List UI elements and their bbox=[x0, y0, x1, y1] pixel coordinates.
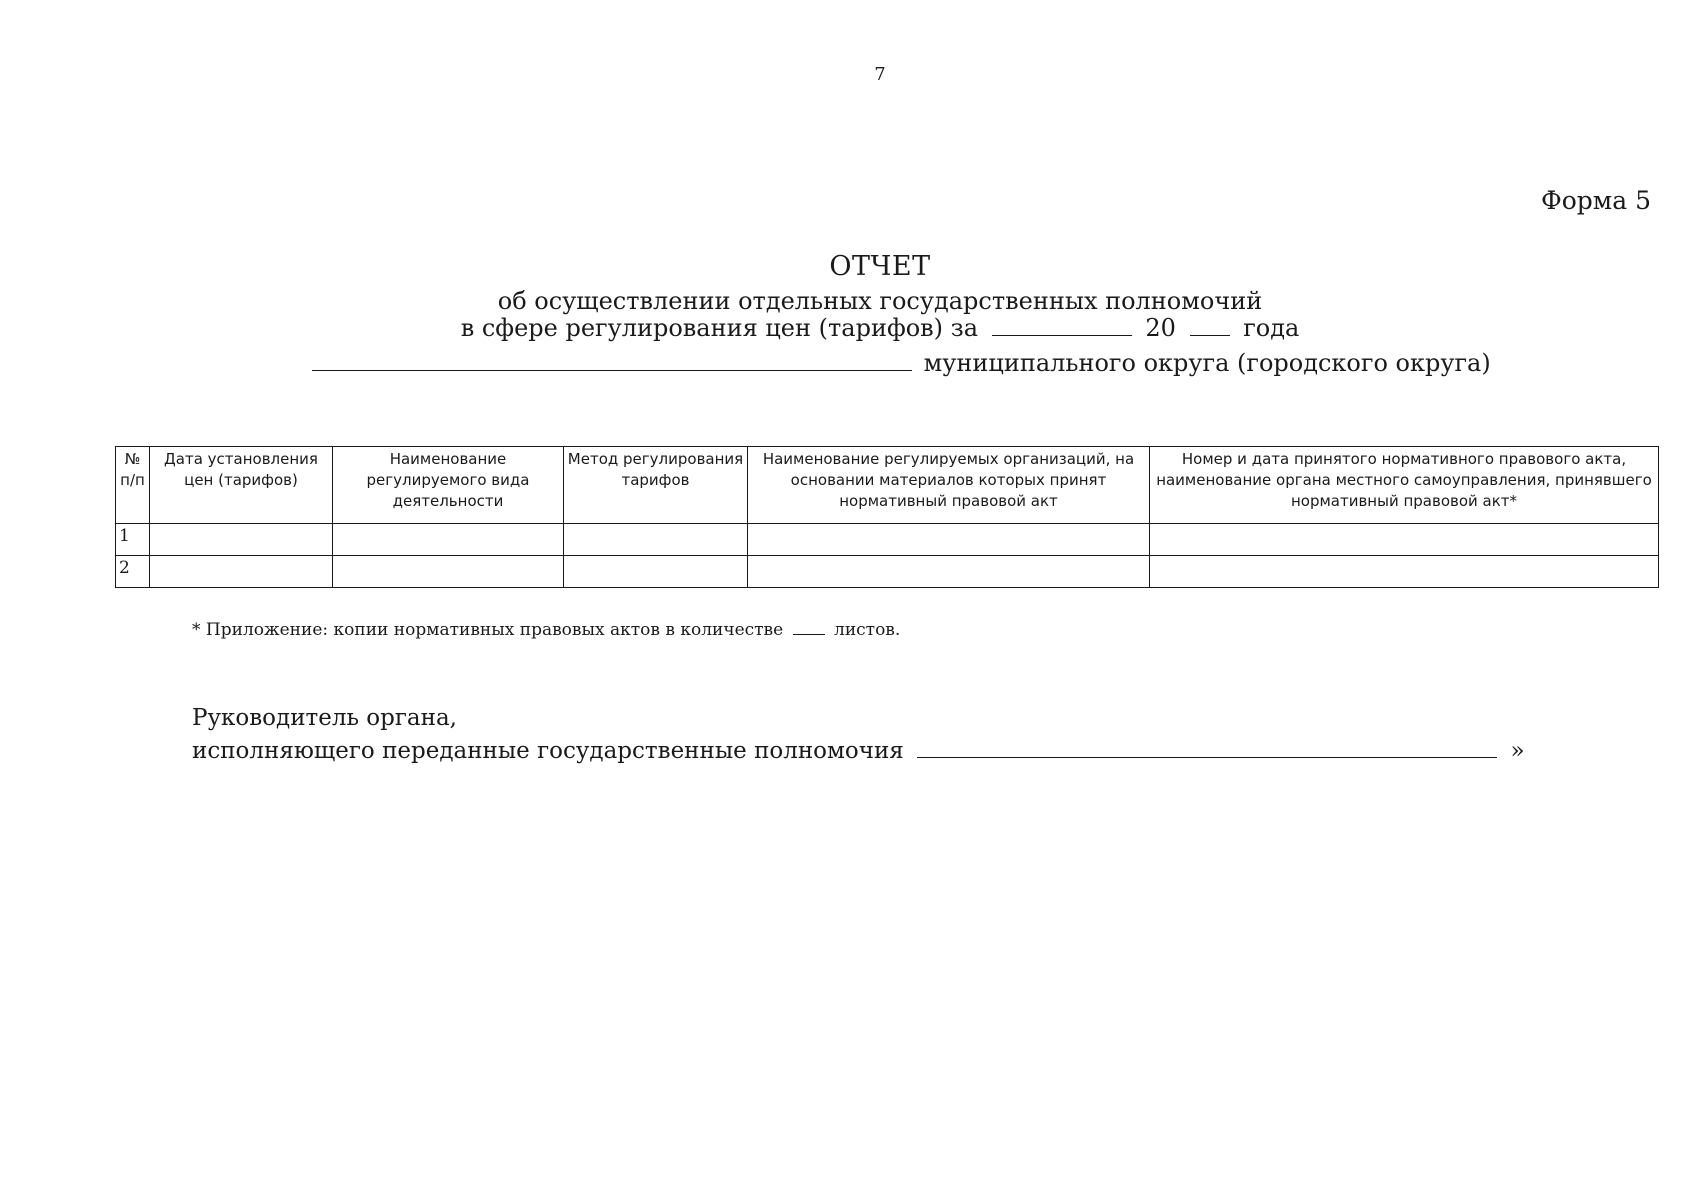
table-cell[interactable] bbox=[150, 524, 333, 556]
table-cell[interactable] bbox=[748, 556, 1150, 588]
report-table bbox=[115, 446, 1659, 588]
row-number: 2 bbox=[116, 556, 150, 588]
header-method: Метод регулирования тарифов bbox=[564, 447, 748, 524]
period-blank[interactable] bbox=[992, 313, 1132, 336]
header-number: № п/п bbox=[116, 447, 150, 524]
table-cell[interactable] bbox=[1150, 524, 1659, 556]
report-title: ОТЧЕТ bbox=[829, 251, 931, 282]
period-year: 20 bbox=[1145, 314, 1176, 342]
table-header-row bbox=[116, 447, 1659, 524]
municipality-line bbox=[312, 348, 1491, 377]
table-cell[interactable] bbox=[564, 556, 748, 588]
signature-line2-wrap bbox=[192, 735, 1525, 768]
row-number: 1 bbox=[116, 524, 150, 556]
municipality-label: муниципального округа (городского округа) bbox=[923, 349, 1491, 377]
table-row bbox=[116, 524, 1659, 556]
header-date: Дата установления цен (тарифов) bbox=[150, 447, 333, 524]
signature-block bbox=[192, 702, 1525, 768]
table-row bbox=[116, 556, 1659, 588]
table-cell[interactable] bbox=[748, 524, 1150, 556]
period-prefix: в сфере регулирования цен (тарифов) за bbox=[460, 314, 979, 342]
table-cell[interactable] bbox=[1150, 556, 1659, 588]
signature-line1: Руководитель органа, bbox=[192, 705, 457, 731]
report-period-line bbox=[0, 313, 1697, 342]
sheets-count-blank[interactable] bbox=[793, 618, 825, 635]
header-activity: Наименование регулируемого вида деятельности bbox=[333, 447, 564, 524]
period-suffix: года bbox=[1243, 314, 1300, 342]
signature-blank[interactable] bbox=[917, 735, 1497, 758]
table-cell[interactable] bbox=[564, 524, 748, 556]
municipality-blank[interactable] bbox=[312, 348, 912, 371]
appendix-note-suffix: листов. bbox=[834, 620, 901, 640]
header-act: Номер и дата принятого нормативного правового акта, наименование органа местного самоуправления, принявшего нормативный правовой акт* bbox=[1150, 447, 1659, 524]
header-organizations: Наименование регулируемых организаций, на основании материалов которых принят нормативный правовой акт bbox=[748, 447, 1150, 524]
appendix-note-prefix: * Приложение: копии нормативных правовых актов в количестве bbox=[192, 620, 784, 640]
page-number: 7 bbox=[874, 64, 886, 85]
report-subtitle-line1: об осуществлении отдельных государственных полномочий bbox=[497, 287, 1263, 315]
year-blank[interactable] bbox=[1190, 313, 1230, 336]
signature-line2: исполняющего переданные государственные полномочия bbox=[192, 738, 904, 764]
report-table-wrapper bbox=[115, 446, 1658, 588]
report-title-block bbox=[280, 250, 1480, 318]
table-cell[interactable] bbox=[333, 524, 564, 556]
signature-end: » bbox=[1510, 738, 1525, 764]
table-cell[interactable] bbox=[333, 556, 564, 588]
table-cell[interactable] bbox=[150, 556, 333, 588]
appendix-note bbox=[192, 618, 900, 640]
form-label: Форма 5 bbox=[1540, 186, 1651, 215]
